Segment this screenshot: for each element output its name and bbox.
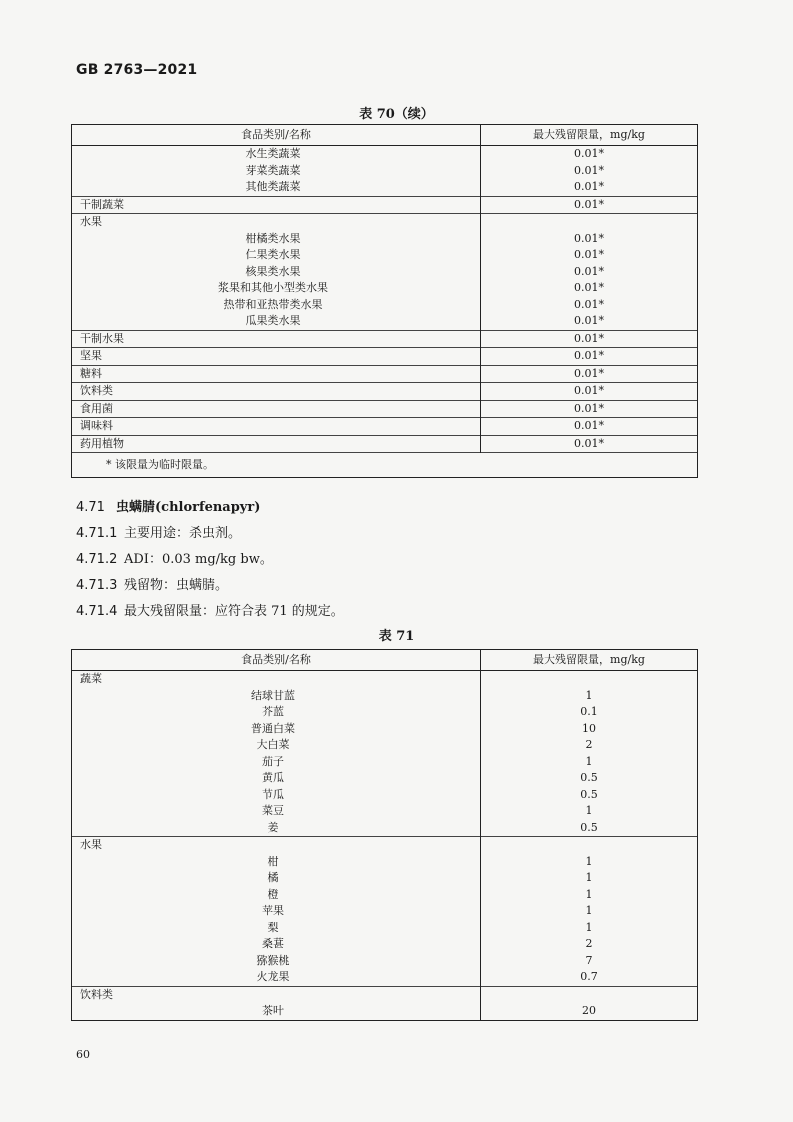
limit-value-cell (481, 986, 698, 1003)
table-row (72, 803, 698, 820)
food-category-cell: 坚果 (72, 348, 481, 366)
clause-text: 主要用途：杀虫剂。 (124, 526, 242, 541)
clause-number: 4.71 (76, 500, 105, 515)
food-category-cell: 药用植物 (72, 435, 481, 453)
table-footnote: * 该限量为临时限量。 (72, 453, 698, 478)
limit-value-cell: 0.01* (481, 435, 698, 453)
limit-value-cell: 0.01* (481, 365, 698, 383)
limit-value-cell: 0.5 (481, 787, 698, 804)
table-row (72, 986, 698, 1003)
document-header: GB 2763—2021 (76, 62, 198, 78)
limit-value-cell: 1 (481, 754, 698, 771)
food-category-cell: 普通白菜 (72, 721, 481, 738)
table-row (72, 936, 698, 953)
limit-value-cell: 0.01* (481, 163, 698, 180)
food-category-cell: 干制蔬菜 (72, 196, 481, 214)
table-71 (71, 649, 698, 1021)
table-row (72, 837, 698, 854)
table-row (72, 400, 698, 418)
limit-value-cell: 1 (481, 803, 698, 820)
clause-number: 4.71.4 (76, 604, 118, 619)
food-category-cell: 饮料类 (72, 383, 481, 401)
table-row (72, 330, 698, 348)
food-category-cell: 浆果和其他小型类水果 (72, 280, 481, 297)
table-row (72, 264, 698, 281)
section-title (76, 496, 260, 515)
food-category-cell: 苹果 (72, 903, 481, 920)
clause-number: 4.71.1 (76, 526, 118, 541)
table-row (72, 787, 698, 804)
food-category-cell: 梨 (72, 920, 481, 937)
food-category-cell: 水果 (72, 214, 481, 231)
food-category-cell: 柑 (72, 854, 481, 871)
table-row (72, 820, 698, 837)
table-row (72, 231, 698, 248)
section-clause (76, 522, 241, 541)
clause-text: 残留物：虫螨腈。 (124, 578, 229, 593)
clause-number: 4.71.3 (76, 578, 118, 593)
food-category-cell: 柑橘类水果 (72, 231, 481, 248)
limit-value-cell: 0.5 (481, 820, 698, 837)
column-header-category: 食品类别/名称 (72, 650, 481, 671)
limit-value-cell: 0.01* (481, 146, 698, 163)
limit-value-cell: 20 (481, 1003, 698, 1020)
table-row (72, 754, 698, 771)
food-category-cell: 结球甘蓝 (72, 688, 481, 705)
limit-value-cell: 0.01* (481, 400, 698, 418)
table-row (72, 280, 698, 297)
food-category-cell: 姜 (72, 820, 481, 837)
food-category-cell: 调味料 (72, 418, 481, 436)
food-category-cell: 黄瓜 (72, 770, 481, 787)
table-header-row (72, 125, 698, 146)
food-category-cell: 热带和亚热带类水果 (72, 297, 481, 314)
table-row (72, 887, 698, 904)
table-row (72, 770, 698, 787)
limit-value-cell: 0.01* (481, 196, 698, 214)
limit-value-cell: 0.01* (481, 297, 698, 314)
table-row (72, 313, 698, 330)
table-row (72, 969, 698, 986)
limit-value-cell: 1 (481, 887, 698, 904)
table-70-caption: 表 70（续） (359, 107, 434, 122)
table-row (72, 179, 698, 196)
food-category-cell: 橙 (72, 887, 481, 904)
limit-value-cell: 0.01* (481, 330, 698, 348)
table-row (72, 737, 698, 754)
limit-value-cell (481, 837, 698, 854)
column-header-limit: 最大残留限量，mg/kg (481, 125, 698, 146)
table-row (72, 297, 698, 314)
food-category-cell: 茄子 (72, 754, 481, 771)
food-category-cell: 糖料 (72, 365, 481, 383)
limit-value-cell: 10 (481, 721, 698, 738)
table-row (72, 688, 698, 705)
limit-value-cell: 1 (481, 854, 698, 871)
limit-value-cell: 0.01* (481, 348, 698, 366)
table-footnote-row (72, 453, 698, 478)
table-71-caption: 表 71 (378, 629, 415, 644)
table-row (72, 146, 698, 163)
food-category-cell: 水果 (72, 837, 481, 854)
table-row (72, 365, 698, 383)
section-clause (76, 600, 344, 619)
limit-value-cell: 0.01* (481, 313, 698, 330)
clause-number: 4.71.2 (76, 552, 118, 567)
table-header-row (72, 650, 698, 671)
limit-value-cell: 0.01* (481, 247, 698, 264)
food-category-cell: 其他类蔬菜 (72, 179, 481, 196)
food-category-cell: 节瓜 (72, 787, 481, 804)
table-row (72, 953, 698, 970)
limit-value-cell: 1 (481, 870, 698, 887)
table-row (72, 721, 698, 738)
table-row (72, 920, 698, 937)
food-category-cell: 蔬菜 (72, 671, 481, 688)
limit-value-cell: 0.01* (481, 383, 698, 401)
food-category-cell: 干制水果 (72, 330, 481, 348)
table-row (72, 163, 698, 180)
limit-value-cell: 0.01* (481, 280, 698, 297)
limit-value-cell: 1 (481, 903, 698, 920)
table-row (72, 1003, 698, 1020)
limit-value-cell: 0.1 (481, 704, 698, 721)
limit-value-cell: 0.01* (481, 231, 698, 248)
limit-value-cell: 0.01* (481, 179, 698, 196)
limit-value-cell: 1 (481, 688, 698, 705)
food-category-cell: 大白菜 (72, 737, 481, 754)
food-category-cell: 芽菜类蔬菜 (72, 163, 481, 180)
limit-value-cell: 0.01* (481, 264, 698, 281)
food-category-cell: 瓜果类水果 (72, 313, 481, 330)
section-clause (76, 548, 273, 567)
food-category-cell: 茶叶 (72, 1003, 481, 1020)
clause-text: ADI：0.03 mg/kg bw。 (124, 552, 273, 567)
food-category-cell: 菜豆 (72, 803, 481, 820)
food-category-cell: 火龙果 (72, 969, 481, 986)
food-category-cell: 水生类蔬菜 (72, 146, 481, 163)
table-row (72, 383, 698, 401)
limit-value-cell: 0.7 (481, 969, 698, 986)
food-category-cell: 食用菌 (72, 400, 481, 418)
clause-text: 最大残留限量：应符合表 71 的规定。 (124, 604, 344, 619)
limit-value-cell: 0.5 (481, 770, 698, 787)
page-number: 60 (76, 1048, 90, 1061)
limit-value-cell: 0.01* (481, 418, 698, 436)
table-row (72, 704, 698, 721)
table-row (72, 247, 698, 264)
clause-text: 虫螨腈(chlorfenapyr) (116, 500, 261, 515)
column-header-limit: 最大残留限量，mg/kg (481, 650, 698, 671)
table-row (72, 854, 698, 871)
food-category-cell: 桑葚 (72, 936, 481, 953)
food-category-cell: 饮料类 (72, 986, 481, 1003)
food-category-cell: 猕猴桃 (72, 953, 481, 970)
limit-value-cell (481, 214, 698, 231)
table-row (72, 870, 698, 887)
table-row (72, 214, 698, 231)
food-category-cell: 橘 (72, 870, 481, 887)
table-row (72, 348, 698, 366)
limit-value-cell: 1 (481, 920, 698, 937)
table-row (72, 903, 698, 920)
food-category-cell: 芥蓝 (72, 704, 481, 721)
limit-value-cell: 2 (481, 936, 698, 953)
table-row (72, 196, 698, 214)
column-header-category: 食品类别/名称 (72, 125, 481, 146)
limit-value-cell: 7 (481, 953, 698, 970)
food-category-cell: 核果类水果 (72, 264, 481, 281)
limit-value-cell (481, 671, 698, 688)
food-category-cell: 仁果类水果 (72, 247, 481, 264)
section-clause (76, 574, 228, 593)
table-row (72, 418, 698, 436)
table-row (72, 671, 698, 688)
table-row (72, 435, 698, 453)
limit-value-cell: 2 (481, 737, 698, 754)
table-70 (71, 124, 698, 478)
